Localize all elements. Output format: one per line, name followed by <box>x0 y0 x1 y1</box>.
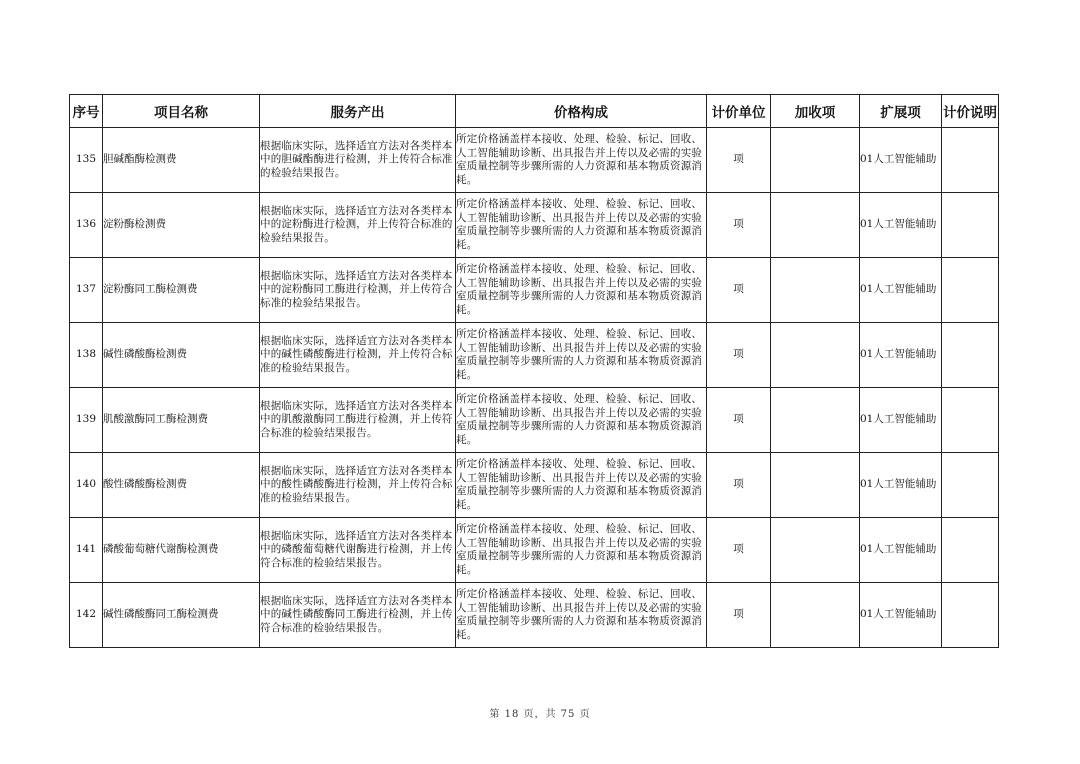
header-pricing-unit: 计价单位 <box>707 95 771 128</box>
row-pricing-note <box>942 518 999 583</box>
row-service-output: 根据临床实际，选择适宜方法对各类样本中的淀粉酶进行检测，并上传符合标准的检验结果报告。 <box>260 193 456 258</box>
header-row <box>70 95 999 128</box>
row-item-name: 淀粉酶同工酶检测费 <box>103 258 260 323</box>
table-row <box>70 323 999 388</box>
row-surcharge <box>771 453 860 518</box>
header-item-name: 项目名称 <box>103 95 260 128</box>
header-pricing-note: 计价说明 <box>942 95 999 128</box>
fee-table <box>69 94 999 648</box>
header-seq: 序号 <box>70 95 103 128</box>
table-row <box>70 388 999 453</box>
row-pricing-unit: 项 <box>707 453 771 518</box>
row-seq: 139 <box>70 388 103 453</box>
row-extension: 01人工智能辅助 <box>860 518 942 583</box>
row-service-output: 根据临床实际，选择适宜方法对各类样本中的肌酸激酶同工酶进行检测，并上传符合标准的检验结果报告。 <box>260 388 456 453</box>
header-price-composition: 价格构成 <box>456 95 707 128</box>
row-pricing-note <box>942 258 999 323</box>
row-item-name: 碱性磷酸酶检测费 <box>103 323 260 388</box>
row-seq: 142 <box>70 583 103 648</box>
table-row <box>70 583 999 648</box>
row-pricing-unit: 项 <box>707 323 771 388</box>
row-service-output: 根据临床实际，选择适宜方法对各类样本中的磷酸葡萄糖代谢酶进行检测，并上传符合标准的检验结果报告。 <box>260 518 456 583</box>
table-row <box>70 193 999 258</box>
row-pricing-note <box>942 388 999 453</box>
row-pricing-unit: 项 <box>707 128 771 193</box>
row-price-composition: 所定价格涵盖样本接收、处理、检验、标记、回收、人工智能辅助诊断、出具报告并上传以及必需的实验室质量控制等步骤所需的人力资源和基本物质资源消耗。 <box>456 583 707 648</box>
row-surcharge <box>771 518 860 583</box>
table-row <box>70 128 999 193</box>
row-surcharge <box>771 258 860 323</box>
row-pricing-note <box>942 193 999 258</box>
table-row <box>70 258 999 323</box>
row-extension: 01人工智能辅助 <box>860 323 942 388</box>
row-extension: 01人工智能辅助 <box>860 128 942 193</box>
row-pricing-note <box>942 128 999 193</box>
row-item-name: 胆碱酯酶检测费 <box>103 128 260 193</box>
row-price-composition: 所定价格涵盖样本接收、处理、检验、标记、回收、人工智能辅助诊断、出具报告并上传以及必需的实验室质量控制等步骤所需的人力资源和基本物质资源消耗。 <box>456 193 707 258</box>
row-service-output: 根据临床实际，选择适宜方法对各类样本中的酸性磷酸酶进行检测，并上传符合标准的检验结果报告。 <box>260 453 456 518</box>
row-service-output: 根据临床实际，选择适宜方法对各类样本中的胆碱酯酶进行检测，并上传符合标准的检验结果报告。 <box>260 128 456 193</box>
row-seq: 136 <box>70 193 103 258</box>
row-item-name: 肌酸激酶同工酶检测费 <box>103 388 260 453</box>
row-extension: 01人工智能辅助 <box>860 583 942 648</box>
row-price-composition: 所定价格涵盖样本接收、处理、检验、标记、回收、人工智能辅助诊断、出具报告并上传以及必需的实验室质量控制等步骤所需的人力资源和基本物质资源消耗。 <box>456 258 707 323</box>
row-pricing-note <box>942 583 999 648</box>
row-service-output: 根据临床实际，选择适宜方法对各类样本中的碱性磷酸酶进行检测，并上传符合标准的检验结果报告。 <box>260 323 456 388</box>
row-seq: 135 <box>70 128 103 193</box>
row-price-composition: 所定价格涵盖样本接收、处理、检验、标记、回收、人工智能辅助诊断、出具报告并上传以及必需的实验室质量控制等步骤所需的人力资源和基本物质资源消耗。 <box>456 323 707 388</box>
row-seq: 137 <box>70 258 103 323</box>
row-extension: 01人工智能辅助 <box>860 193 942 258</box>
row-seq: 138 <box>70 323 103 388</box>
row-price-composition: 所定价格涵盖样本接收、处理、检验、标记、回收、人工智能辅助诊断、出具报告并上传以及必需的实验室质量控制等步骤所需的人力资源和基本物质资源消耗。 <box>456 518 707 583</box>
row-price-composition: 所定价格涵盖样本接收、处理、检验、标记、回收、人工智能辅助诊断、出具报告并上传以及必需的实验室质量控制等步骤所需的人力资源和基本物质资源消耗。 <box>456 453 707 518</box>
row-pricing-note <box>942 323 999 388</box>
row-pricing-note <box>942 453 999 518</box>
row-service-output: 根据临床实际，选择适宜方法对各类样本中的碱性磷酸酶同工酶进行检测，并上传符合标准的检验结果报告。 <box>260 583 456 648</box>
row-service-output: 根据临床实际，选择适宜方法对各类样本中的淀粉酶同工酶进行检测，并上传符合标准的检验结果报告。 <box>260 258 456 323</box>
row-price-composition: 所定价格涵盖样本接收、处理、检验、标记、回收、人工智能辅助诊断、出具报告并上传以及必需的实验室质量控制等步骤所需的人力资源和基本物质资源消耗。 <box>456 388 707 453</box>
row-price-composition: 所定价格涵盖样本接收、处理、检验、标记、回收、人工智能辅助诊断、出具报告并上传以及必需的实验室质量控制等步骤所需的人力资源和基本物质资源消耗。 <box>456 128 707 193</box>
row-item-name: 磷酸葡萄糖代谢酶检测费 <box>103 518 260 583</box>
row-seq: 141 <box>70 518 103 583</box>
header-extension: 扩展项 <box>860 95 942 128</box>
row-item-name: 酸性磷酸酶检测费 <box>103 453 260 518</box>
row-pricing-unit: 项 <box>707 193 771 258</box>
row-surcharge <box>771 323 860 388</box>
row-item-name: 碱性磷酸酶同工酶检测费 <box>103 583 260 648</box>
row-pricing-unit: 项 <box>707 518 771 583</box>
row-surcharge <box>771 583 860 648</box>
row-surcharge <box>771 128 860 193</box>
header-surcharge: 加收项 <box>771 95 860 128</box>
row-extension: 01人工智能辅助 <box>860 388 942 453</box>
row-extension: 01人工智能辅助 <box>860 258 942 323</box>
header-service-output: 服务产出 <box>260 95 456 128</box>
row-surcharge <box>771 388 860 453</box>
row-seq: 140 <box>70 453 103 518</box>
page-number: 第 18 页，共 75 页 <box>489 709 591 720</box>
table-row <box>70 453 999 518</box>
row-surcharge <box>771 193 860 258</box>
row-pricing-unit: 项 <box>707 583 771 648</box>
row-extension: 01人工智能辅助 <box>860 453 942 518</box>
table-row <box>70 518 999 583</box>
row-pricing-unit: 项 <box>707 388 771 453</box>
row-pricing-unit: 项 <box>707 258 771 323</box>
row-item-name: 淀粉酶检测费 <box>103 193 260 258</box>
